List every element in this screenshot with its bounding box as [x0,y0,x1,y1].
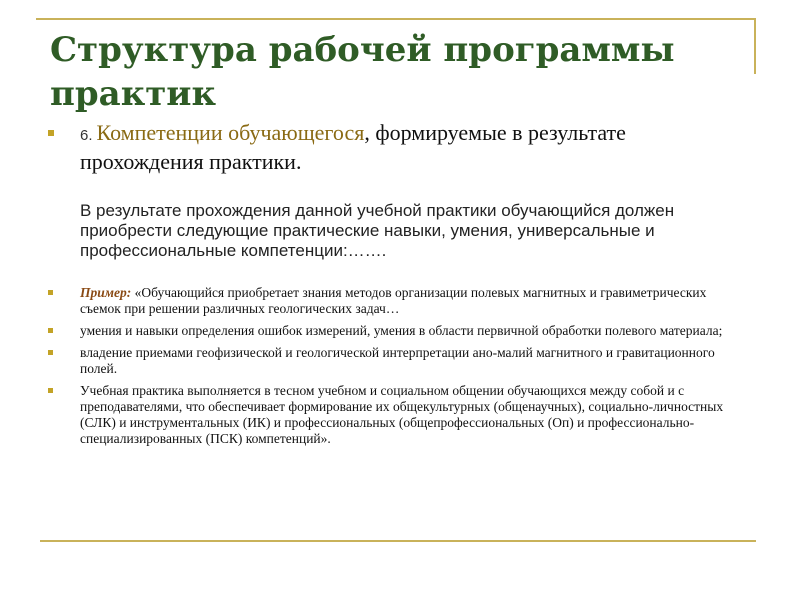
example-label: Пример: [80,285,132,300]
bullet-competencies [48,120,748,261]
bullet-square-icon [48,328,53,333]
bullet-list [48,120,748,447]
title-frame-right-line [754,18,756,74]
bullet-square-icon [48,290,53,295]
slide-title-line-2: практик [50,74,217,114]
interpretation-text: владение приемами геофизической и геологической интерпретации ано-малий магнитного и гравитационного полей. [80,345,715,376]
competencies-paragraph: В результате прохождения данной учебной практики обучающийся должен приобрести следующие практические навыки, умения, универсальные и профессиональные компетенции:……. [80,201,675,260]
practice-communication-text: Учебная практика выполняется в тесном учебном и социальном общении обучающихся между собой и с преподавателями, что обеспечивает формирование их общекультурных (общенаучных), социально-личностных (СЛК) и инструментальных (ИК) и профессиональных (общепрофессиональных (Оп) и профессионально-специализированных (ПСК) компетенций». [80,383,724,446]
skills-text: умения и навыки определения ошибок измерений, умения в области первичной обработки полевого материала; [80,323,723,338]
bullet-square-icon [48,350,53,355]
bullet-practice-communication [48,383,748,447]
example-text: «Обучающийся приобретает знания методов организации полевых магнитных и гравиметрических съемок при решении различных геологических задач… [80,285,707,316]
bullet-interpretation [48,345,748,377]
item-number: 6. [80,127,93,144]
title-frame-top-line [36,18,756,20]
bullet-square-icon [48,130,54,136]
slide-title [50,28,740,116]
competencies-highlight: Компетенции обучающегося [96,120,365,145]
footer-line [40,540,756,542]
slide-title-line-1: Структура рабочей программы [50,30,675,70]
competencies-rest: , формируемые в результате прохождения практики. [80,120,626,174]
bullet-square-icon [48,388,53,393]
bullet-skills [48,323,748,339]
bullet-example [48,285,748,317]
